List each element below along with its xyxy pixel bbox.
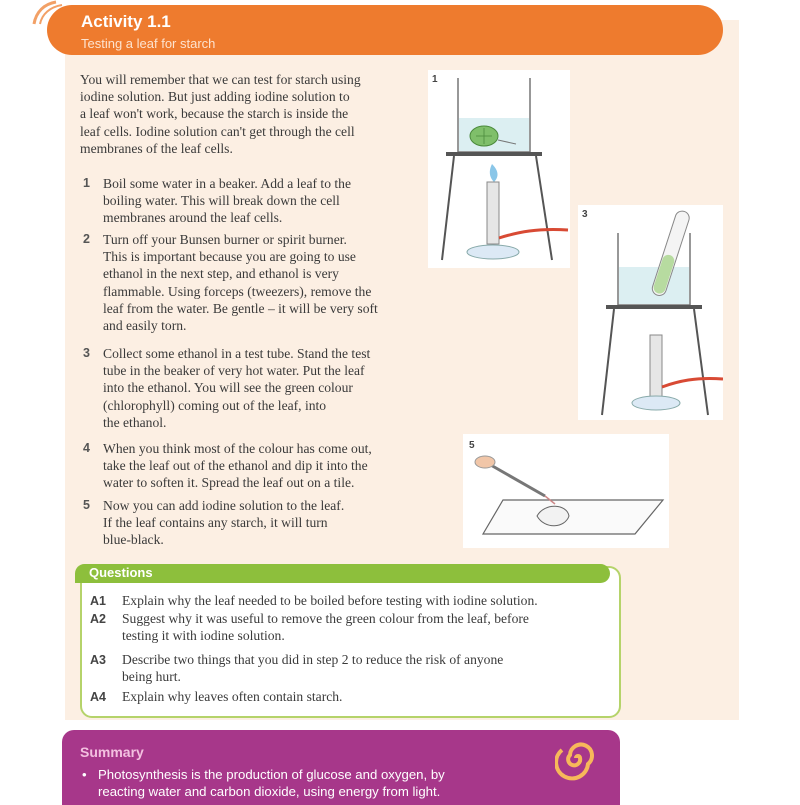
step-line: membranes around the leaf cells. xyxy=(103,210,283,226)
question-number: A4 xyxy=(90,690,106,704)
step-line: the ethanol. xyxy=(103,414,167,430)
summary-box xyxy=(62,730,620,805)
step-line: ethanol in the next step, and ethanol is very xyxy=(103,266,339,282)
question-line: Explain why leaves often contain starch. xyxy=(122,689,343,704)
question-line: Explain why the leaf needed to be boiled before testing with iodine solution. xyxy=(122,593,538,608)
activity-header xyxy=(47,5,723,55)
test-tube-beaker-illustration xyxy=(578,205,723,420)
spiral-logo-icon xyxy=(555,735,601,781)
step-3 xyxy=(83,345,370,431)
step-line: Boil some water in a beaker. Add a leaf to the xyxy=(103,176,352,191)
step-line: blue-black. xyxy=(103,532,164,548)
step-line: into the ethanol. You will see the green colour xyxy=(103,380,353,396)
step-line: Turn off your Bunsen burner or spirit burner. xyxy=(103,232,347,247)
step-number: 5 xyxy=(83,498,90,512)
summary-line: Photosynthesis is the production of glucose and oxygen, by xyxy=(98,767,445,782)
step-number: 2 xyxy=(83,232,90,246)
tile-dropper-illustration xyxy=(463,434,669,548)
beaker-bunsen-illustration xyxy=(428,70,570,268)
question-a3 xyxy=(90,652,503,685)
intro-line: a leaf won't work, because the starch is inside the xyxy=(80,106,349,122)
step-2 xyxy=(83,231,378,334)
step-line: water to soften it. Spread the leaf out on a tile. xyxy=(103,475,355,491)
summary-line: reacting water and carbon dioxide, using energy from light. xyxy=(98,784,441,799)
step-4 xyxy=(83,440,372,492)
figure-1-boiling-leaf xyxy=(428,70,570,268)
question-a4 xyxy=(90,689,342,706)
step-line: When you think most of the colour has come out, xyxy=(103,441,372,456)
intro-line: membranes of the leaf cells. xyxy=(80,140,233,156)
step-line: If the leaf contains any starch, it will turn xyxy=(103,515,328,531)
intro-paragraph xyxy=(80,71,430,157)
question-a2 xyxy=(90,611,529,644)
question-number: A2 xyxy=(90,612,106,626)
intro-line: iodine solution. But just adding iodine solution to xyxy=(80,89,350,105)
figure-label: 5 xyxy=(469,440,475,451)
step-line: Now you can add iodine solution to the leaf. xyxy=(103,498,345,513)
intro-line: leaf cells. Iodine solution can't get through the cell xyxy=(80,123,355,139)
activity-subtitle: Testing a leaf for starch xyxy=(81,36,216,51)
summary-heading: Summary xyxy=(80,744,144,760)
intro-line: You will remember that we can test for starch using xyxy=(80,72,361,87)
question-number: A1 xyxy=(90,594,106,608)
figure-3-ethanol-test-tube xyxy=(578,205,723,420)
figure-label: 3 xyxy=(582,209,588,220)
question-line: Suggest why it was useful to remove the green colour from the leaf, before xyxy=(122,611,529,626)
question-number: A3 xyxy=(90,653,106,667)
step-number: 3 xyxy=(83,346,90,360)
question-line: being hurt. xyxy=(122,668,181,684)
figure-5-iodine-on-leaf xyxy=(463,434,669,548)
summary-body xyxy=(80,766,445,800)
step-line: take the leaf out of the ethanol and dip it into the xyxy=(103,458,368,474)
step-line: tube in the beaker of very hot water. Put the leaf xyxy=(103,363,365,379)
step-5 xyxy=(83,497,344,549)
activity-title: Activity 1.1 xyxy=(81,12,171,31)
bullet: • xyxy=(82,767,87,782)
step-line: boiling water. This will break down the cell xyxy=(103,193,340,209)
step-number: 1 xyxy=(83,176,90,190)
question-line: Describe two things that you did in step 2 to reduce the risk of anyone xyxy=(122,652,504,667)
step-1 xyxy=(83,175,351,227)
question-a1 xyxy=(90,593,538,610)
step-line: flammable. Using forceps (tweezers), remove the xyxy=(103,283,372,299)
step-line: leaf from the water. Be gentle – it will be very soft xyxy=(103,300,378,316)
questions-heading: Questions xyxy=(89,565,153,580)
questions-header xyxy=(75,564,610,583)
step-line: (chlorophyll) coming out of the leaf, into xyxy=(103,397,327,413)
step-line: Collect some ethanol in a test tube. Stand the test xyxy=(103,346,371,361)
step-line: This is important because you are going to use xyxy=(103,249,356,265)
step-number: 4 xyxy=(83,441,90,455)
question-line: testing it with iodine solution. xyxy=(122,627,285,643)
figure-label: 1 xyxy=(432,74,438,85)
step-line: and easily torn. xyxy=(103,318,187,334)
